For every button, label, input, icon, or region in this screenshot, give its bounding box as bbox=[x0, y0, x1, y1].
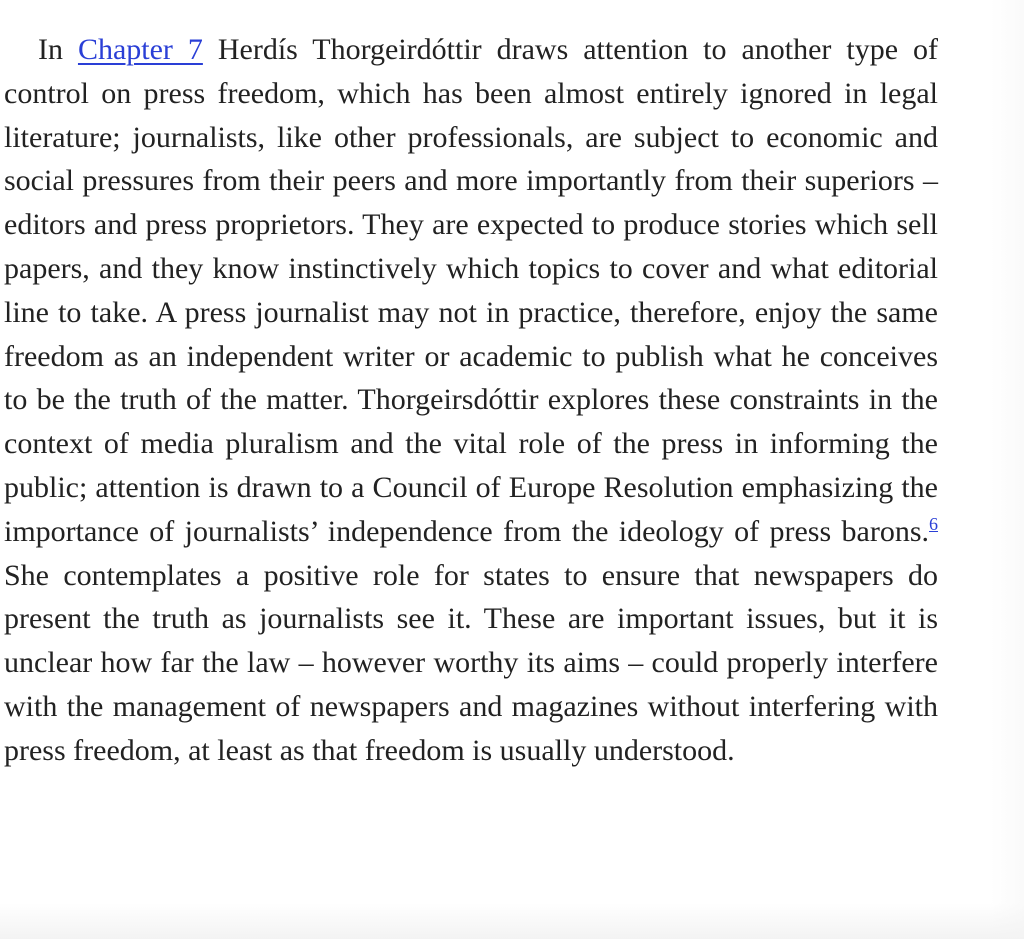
body-paragraph bbox=[4, 28, 938, 773]
page-bottom-edge bbox=[0, 903, 1024, 939]
paragraph-intro: In bbox=[38, 33, 78, 66]
footnote-6-link[interactable]: 6 bbox=[929, 513, 938, 534]
paragraph-text-before-footnote: Herdís Thorgeirdóttir draws attention to another type of control on press freedom, which has been almost entirely ignored in legal literature; journalists, like other professionals, are subject to economic and social pressures from their peers and more importantly from their superiors – editors and press proprietors. They are expected to produce stories which sell papers, and they know instinctively which topics to cover and what editorial line to take. A press journalist may not in practice, therefore, enjoy the same freedom as an independent writer or academic to publish what he conceives to be the truth of the matter. Thorgeirsdóttir explores these constraints in the context of media pluralism and the vital role of the press in informing the public; attention is drawn to a Council of Europe Resolution emphasizing the importance of journalists’ independence from the ideology of press barons. bbox=[4, 33, 938, 548]
chapter-7-link[interactable]: Chapter 7 bbox=[77, 33, 203, 66]
paragraph-text-after-footnote: She contemplates a positive role for states to ensure that newspapers do present the truth as journalists see it. These are important issues, but it is unclear how far the law – however worthy its aims – could properly interfere with the management of newspapers and magazines without interfering with press freedom, at least as that freedom is usually understood. bbox=[4, 558, 938, 767]
